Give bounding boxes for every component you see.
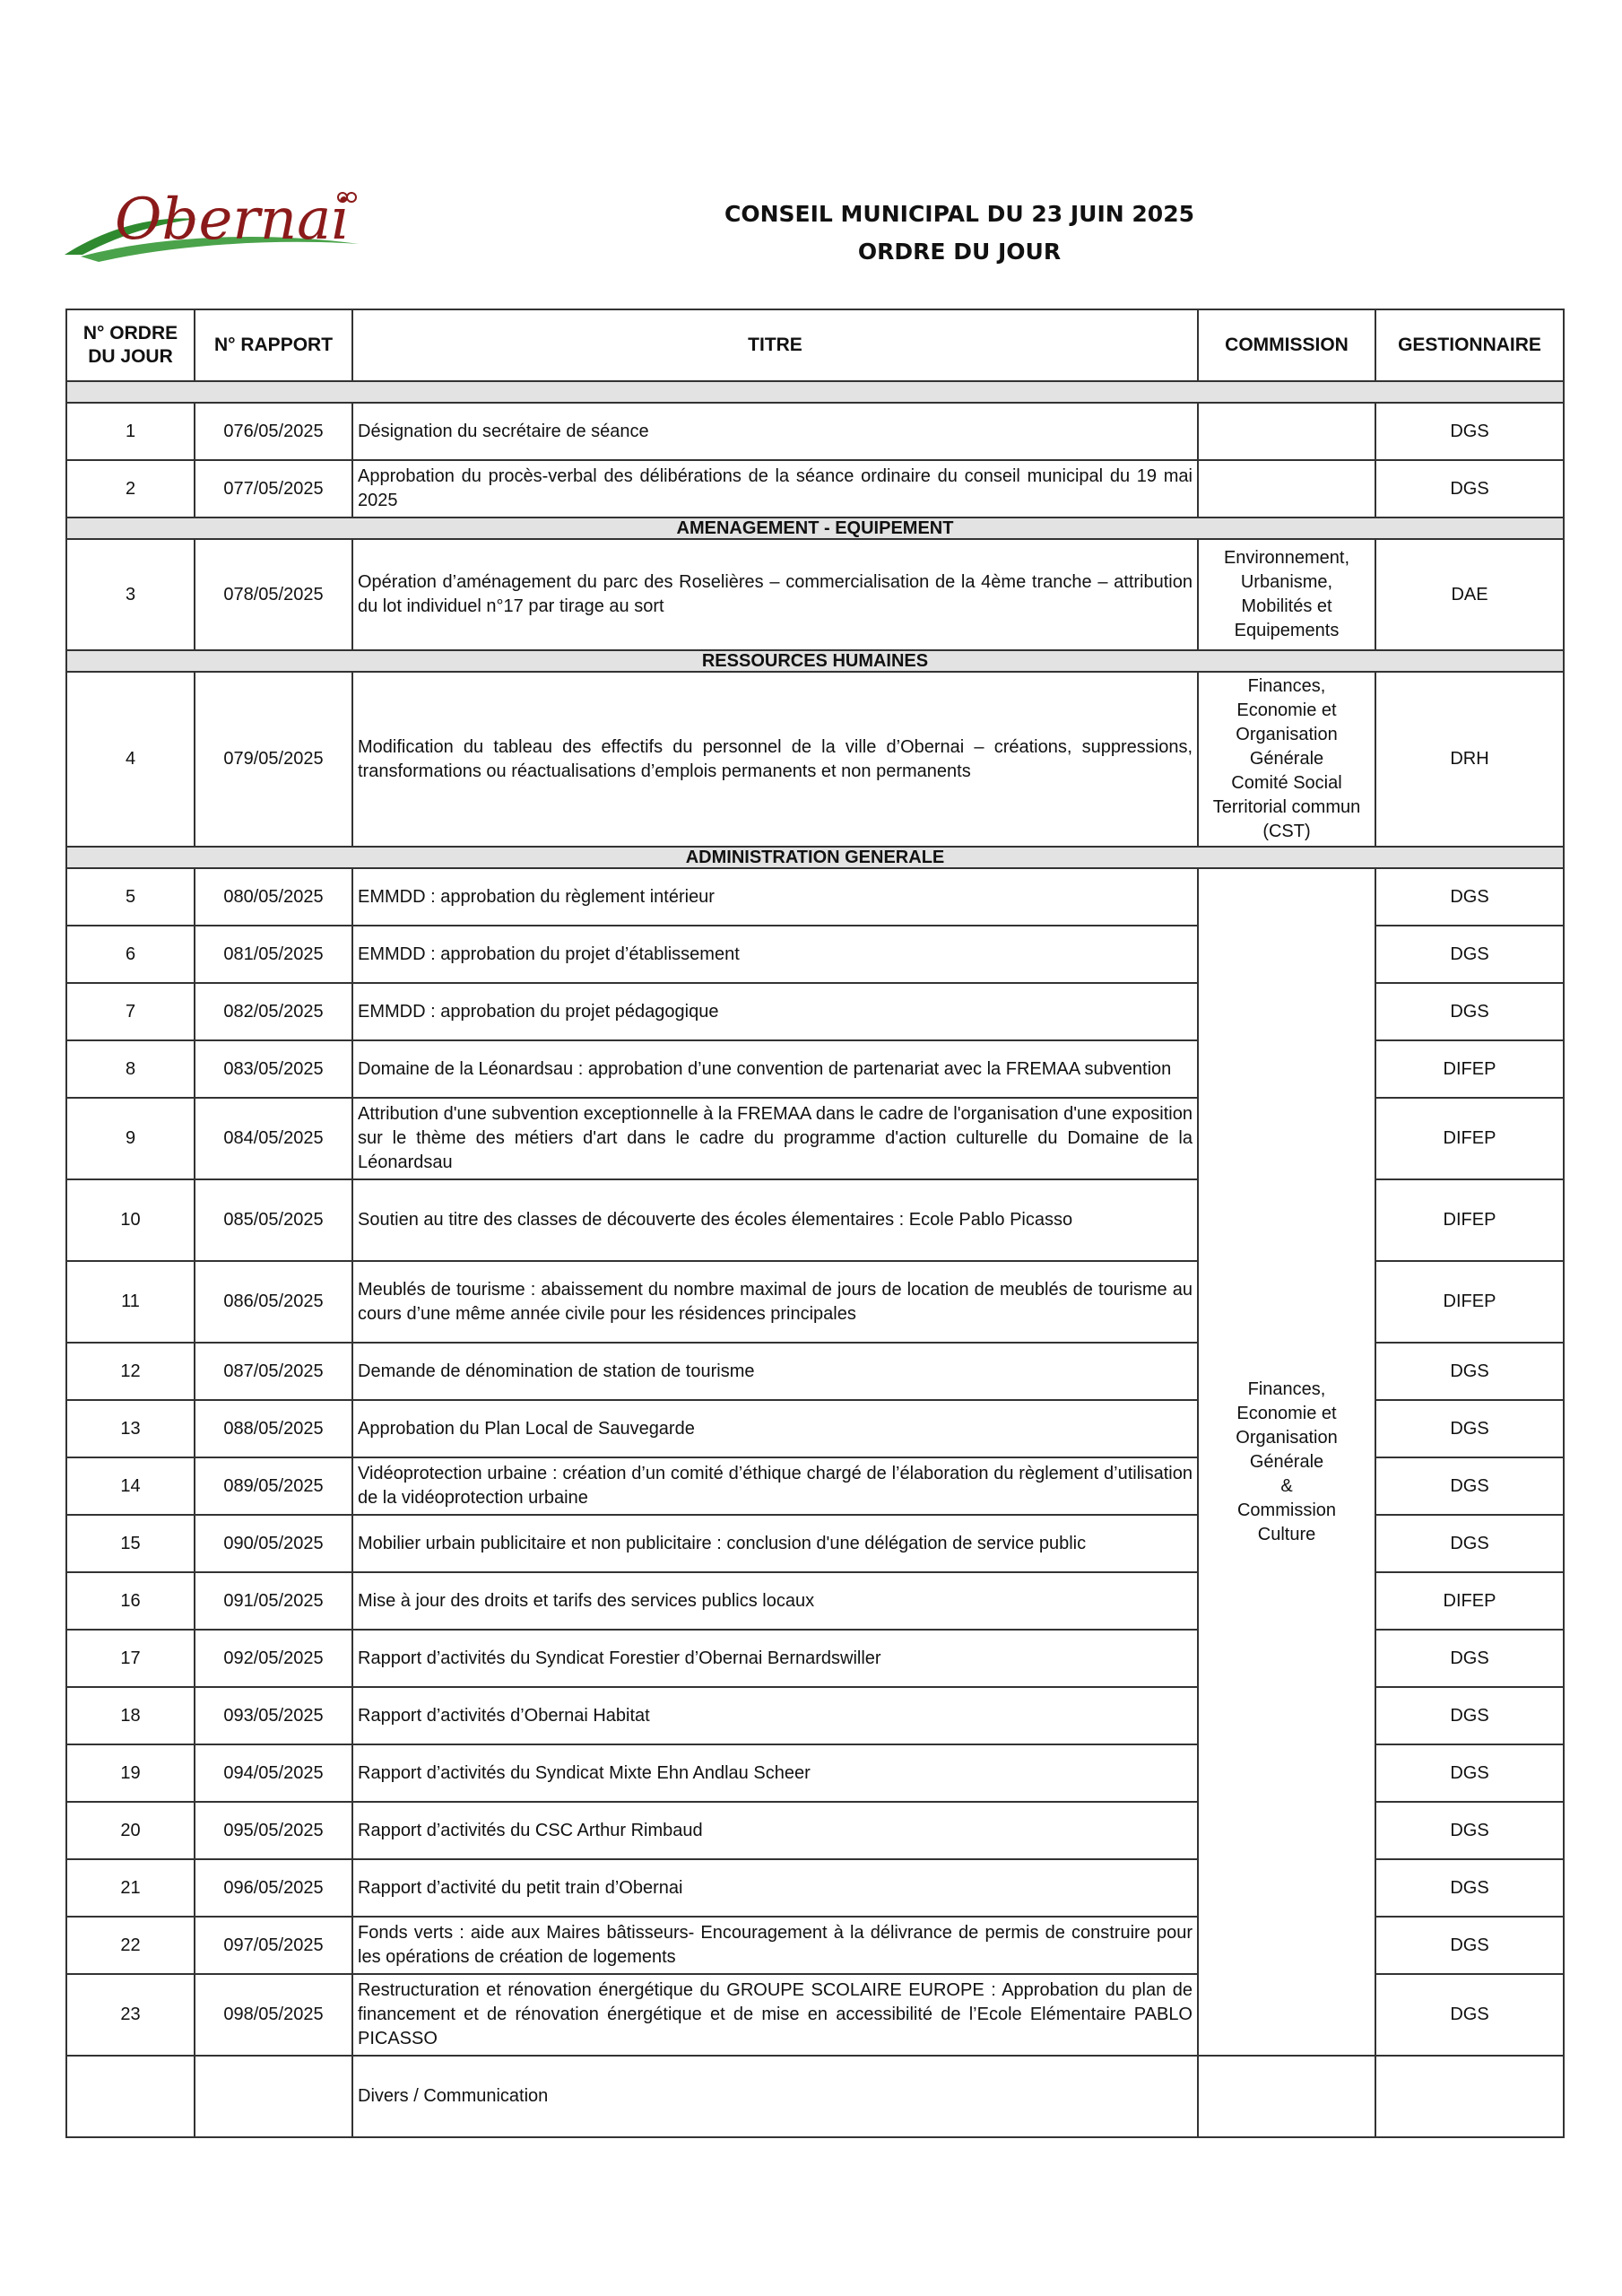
section-amenagement: AMENAGEMENT - EQUIPEMENT bbox=[66, 517, 1564, 539]
title-line-2: ORDRE DU JOUR bbox=[857, 239, 1062, 265]
cell-num: 21 bbox=[66, 1859, 195, 1917]
cell-titre: Domaine de la Léonardsau : approbation d’une convention de partenariat avec la FREMAA subvention bbox=[352, 1040, 1198, 1098]
cell-gest: DGS bbox=[1375, 460, 1564, 517]
cell-gest: DIFEP bbox=[1375, 1098, 1564, 1179]
cell-num: 5 bbox=[66, 868, 195, 926]
cell-titre: EMMDD : approbation du projet d’établissement bbox=[352, 926, 1198, 983]
cell-gest: DGS bbox=[1375, 1457, 1564, 1515]
section-row bbox=[66, 517, 1564, 539]
cell-titre: Opération d’aménagement du parc des Roselières – commercialisation de la 4ème tranche – attribution du lot individuel n°17 par tirage au sort bbox=[352, 539, 1198, 650]
cell-gest: DIFEP bbox=[1375, 1179, 1564, 1261]
cell-num: 18 bbox=[66, 1687, 195, 1744]
table-row bbox=[66, 403, 1564, 460]
cell-titre: Rapport d’activité du petit train d’Obernai bbox=[352, 1859, 1198, 1917]
cell-gest: DIFEP bbox=[1375, 1572, 1564, 1630]
cell-commission: Environnement, Urbanisme, Mobilités et Equipements bbox=[1198, 539, 1375, 650]
cell-titre: Soutien au titre des classes de découverte des écoles élementaires : Ecole Pablo Picasso bbox=[352, 1179, 1198, 1261]
cell-titre: Rapport d’activités d’Obernai Habitat bbox=[352, 1687, 1198, 1744]
cell-titre: Meublés de tourisme : abaissement du nombre maximal de jours de location de meublés de tourisme au cours d’une même année civile pour les résidences principales bbox=[352, 1261, 1198, 1343]
cell-num: 13 bbox=[66, 1400, 195, 1457]
cell-rapport: 090/05/2025 bbox=[195, 1515, 352, 1572]
cell-rapport: 091/05/2025 bbox=[195, 1572, 352, 1630]
cell-num: 19 bbox=[66, 1744, 195, 1802]
cell-commission: Finances, Economie et Organisation Générale Comité Social Territorial commun (CST) bbox=[1198, 672, 1375, 847]
cell-rapport bbox=[195, 2056, 352, 2137]
cell-gest: DGS bbox=[1375, 1859, 1564, 1917]
svg-text:Obernai: Obernai bbox=[115, 187, 350, 253]
cell-num: 11 bbox=[66, 1261, 195, 1343]
cell-gest: DRH bbox=[1375, 672, 1564, 847]
cell-titre: Désignation du secrétaire de séance bbox=[352, 403, 1198, 460]
col-header-gestionnaire: GESTIONNAIRE bbox=[1375, 309, 1564, 381]
cell-gest: DGS bbox=[1375, 983, 1564, 1040]
cell-gest: DGS bbox=[1375, 403, 1564, 460]
cell-titre: Modification du tableau des effectifs du personnel de la ville d’Obernai – créations, suppressions, transformations ou réactualisations d’emplois permanents et non permanents bbox=[352, 672, 1198, 847]
cell-titre: Rapport d’activités du Syndicat Forestier d’Obernai Bernardswiller bbox=[352, 1630, 1198, 1687]
cell-gest: DGS bbox=[1375, 926, 1564, 983]
cell-rapport: 096/05/2025 bbox=[195, 1859, 352, 1917]
cell-gest bbox=[1375, 2056, 1564, 2137]
cell-titre: Approbation du Plan Local de Sauvegarde bbox=[352, 1400, 1198, 1457]
cell-rapport: 087/05/2025 bbox=[195, 1343, 352, 1400]
document-title bbox=[574, 196, 1345, 271]
cell-rapport: 082/05/2025 bbox=[195, 983, 352, 1040]
cell-titre: Vidéoprotection urbaine : création d’un comité d’éthique chargé de l’élaboration du règlement d’utilisation de la vidéoprotection urbaine bbox=[352, 1457, 1198, 1515]
cell-num: 12 bbox=[66, 1343, 195, 1400]
cell-commission bbox=[1198, 403, 1375, 460]
cell-num: 22 bbox=[66, 1917, 195, 1974]
cell-gest: DIFEP bbox=[1375, 1040, 1564, 1098]
section-row bbox=[66, 847, 1564, 868]
obernai-logo bbox=[63, 179, 368, 269]
cell-num: 6 bbox=[66, 926, 195, 983]
cell-rapport: 078/05/2025 bbox=[195, 539, 352, 650]
cell-rapport: 076/05/2025 bbox=[195, 403, 352, 460]
cell-commission bbox=[1198, 460, 1375, 517]
obernai-logo-graphic bbox=[63, 179, 368, 269]
cell-num: 16 bbox=[66, 1572, 195, 1630]
cell-rapport: 083/05/2025 bbox=[195, 1040, 352, 1098]
cell-num: 3 bbox=[66, 539, 195, 650]
cell-commission bbox=[1198, 2056, 1375, 2137]
cell-rapport: 092/05/2025 bbox=[195, 1630, 352, 1687]
cell-gest: DGS bbox=[1375, 868, 1564, 926]
cell-commission-admin: Finances, Economie et Organisation Générale & Commission Culture bbox=[1198, 868, 1375, 2056]
cell-rapport: 085/05/2025 bbox=[195, 1179, 352, 1261]
cell-gest: DGS bbox=[1375, 1687, 1564, 1744]
cell-titre: Mise à jour des droits et tarifs des services publics locaux bbox=[352, 1572, 1198, 1630]
cell-gest: DGS bbox=[1375, 1917, 1564, 1974]
title-line-1: CONSEIL MUNICIPAL DU 23 JUIN 2025 bbox=[724, 201, 1194, 227]
header-row bbox=[66, 309, 1564, 381]
cell-gest: DGS bbox=[1375, 1515, 1564, 1572]
cell-num: 10 bbox=[66, 1179, 195, 1261]
table-row bbox=[66, 868, 1564, 926]
cell-rapport: 077/05/2025 bbox=[195, 460, 352, 517]
cell-num: 9 bbox=[66, 1098, 195, 1179]
agenda-table bbox=[65, 309, 1565, 2138]
cell-rapport: 081/05/2025 bbox=[195, 926, 352, 983]
cell-rapport: 086/05/2025 bbox=[195, 1261, 352, 1343]
cell-titre: Rapport d’activités du CSC Arthur Rimbaud bbox=[352, 1802, 1198, 1859]
table-row bbox=[66, 539, 1564, 650]
cell-num: 8 bbox=[66, 1040, 195, 1098]
cell-gest: DGS bbox=[1375, 1343, 1564, 1400]
cell-gest: DAE bbox=[1375, 539, 1564, 650]
cell-gest: DGS bbox=[1375, 1744, 1564, 1802]
cell-rapport: 098/05/2025 bbox=[195, 1974, 352, 2056]
cell-gest: DGS bbox=[1375, 1630, 1564, 1687]
cell-titre: Demande de dénomination de station de tourisme bbox=[352, 1343, 1198, 1400]
section-ressources-humaines: RESSOURCES HUMAINES bbox=[66, 650, 1564, 672]
cell-gest: DIFEP bbox=[1375, 1261, 1564, 1343]
cell-rapport: 097/05/2025 bbox=[195, 1917, 352, 1974]
cell-gest: DGS bbox=[1375, 1400, 1564, 1457]
cell-titre: EMMDD : approbation du règlement intérieur bbox=[352, 868, 1198, 926]
cell-titre: Fonds verts : aide aux Maires bâtisseurs- Encouragement à la délivrance de permis de construire pour les opérations de création de logements bbox=[352, 1917, 1198, 1974]
cell-rapport: 094/05/2025 bbox=[195, 1744, 352, 1802]
cell-num: 7 bbox=[66, 983, 195, 1040]
cell-titre: Approbation du procès-verbal des délibérations de la séance ordinaire du conseil municipal du 19 mai 2025 bbox=[352, 460, 1198, 517]
cell-num: 4 bbox=[66, 672, 195, 847]
cell-num: 2 bbox=[66, 460, 195, 517]
table-row bbox=[66, 460, 1564, 517]
section-administration-generale: ADMINISTRATION GENERALE bbox=[66, 847, 1564, 868]
cell-divers: Divers / Communication bbox=[352, 2056, 1198, 2137]
col-header-rapport: N° RAPPORT bbox=[195, 309, 352, 381]
cell-titre: Rapport d’activités du Syndicat Mixte Ehn Andlau Scheer bbox=[352, 1744, 1198, 1802]
cell-rapport: 093/05/2025 bbox=[195, 1687, 352, 1744]
cell-num: 15 bbox=[66, 1515, 195, 1572]
cell-gest: DGS bbox=[1375, 1974, 1564, 2056]
cell-num: 14 bbox=[66, 1457, 195, 1515]
cell-num: 23 bbox=[66, 1974, 195, 2056]
cell-titre: EMMDD : approbation du projet pédagogique bbox=[352, 983, 1198, 1040]
cell-rapport: 089/05/2025 bbox=[195, 1457, 352, 1515]
cell-num: 17 bbox=[66, 1630, 195, 1687]
divers-row bbox=[66, 2056, 1564, 2137]
cell-rapport: 095/05/2025 bbox=[195, 1802, 352, 1859]
col-header-commission: COMMISSION bbox=[1198, 309, 1375, 381]
col-header-titre: TITRE bbox=[352, 309, 1198, 381]
cell-rapport: 084/05/2025 bbox=[195, 1098, 352, 1179]
cell-titre: Attribution d'une subvention exceptionnelle à la FREMAA dans le cadre de l'organisation d'une exposition sur le thème des métiers d'art dans le cadre du programme d'action culturelle du Domaine de la Léonardsau bbox=[352, 1098, 1198, 1179]
cell-num: 20 bbox=[66, 1802, 195, 1859]
col-header-ordre: N° ORDRE DU JOUR bbox=[66, 309, 195, 381]
cell-gest: DGS bbox=[1375, 1802, 1564, 1859]
cell-num bbox=[66, 2056, 195, 2137]
section-row bbox=[66, 650, 1564, 672]
cell-rapport: 080/05/2025 bbox=[195, 868, 352, 926]
cell-rapport: 079/05/2025 bbox=[195, 672, 352, 847]
spacer-row bbox=[66, 381, 1564, 403]
cell-rapport: 088/05/2025 bbox=[195, 1400, 352, 1457]
table-row bbox=[66, 672, 1564, 847]
cell-num: 1 bbox=[66, 403, 195, 460]
cell-titre: Restructuration et rénovation énergétique du GROUPE SCOLAIRE EUROPE : Approbation du plan de financement et de rénovation énergétique et de mise en accessibilité de l’Ecole Elémentaire PABLO PICASSO bbox=[352, 1974, 1198, 2056]
cell-titre: Mobilier urbain publicitaire et non publicitaire : conclusion d'une délégation de service public bbox=[352, 1515, 1198, 1572]
